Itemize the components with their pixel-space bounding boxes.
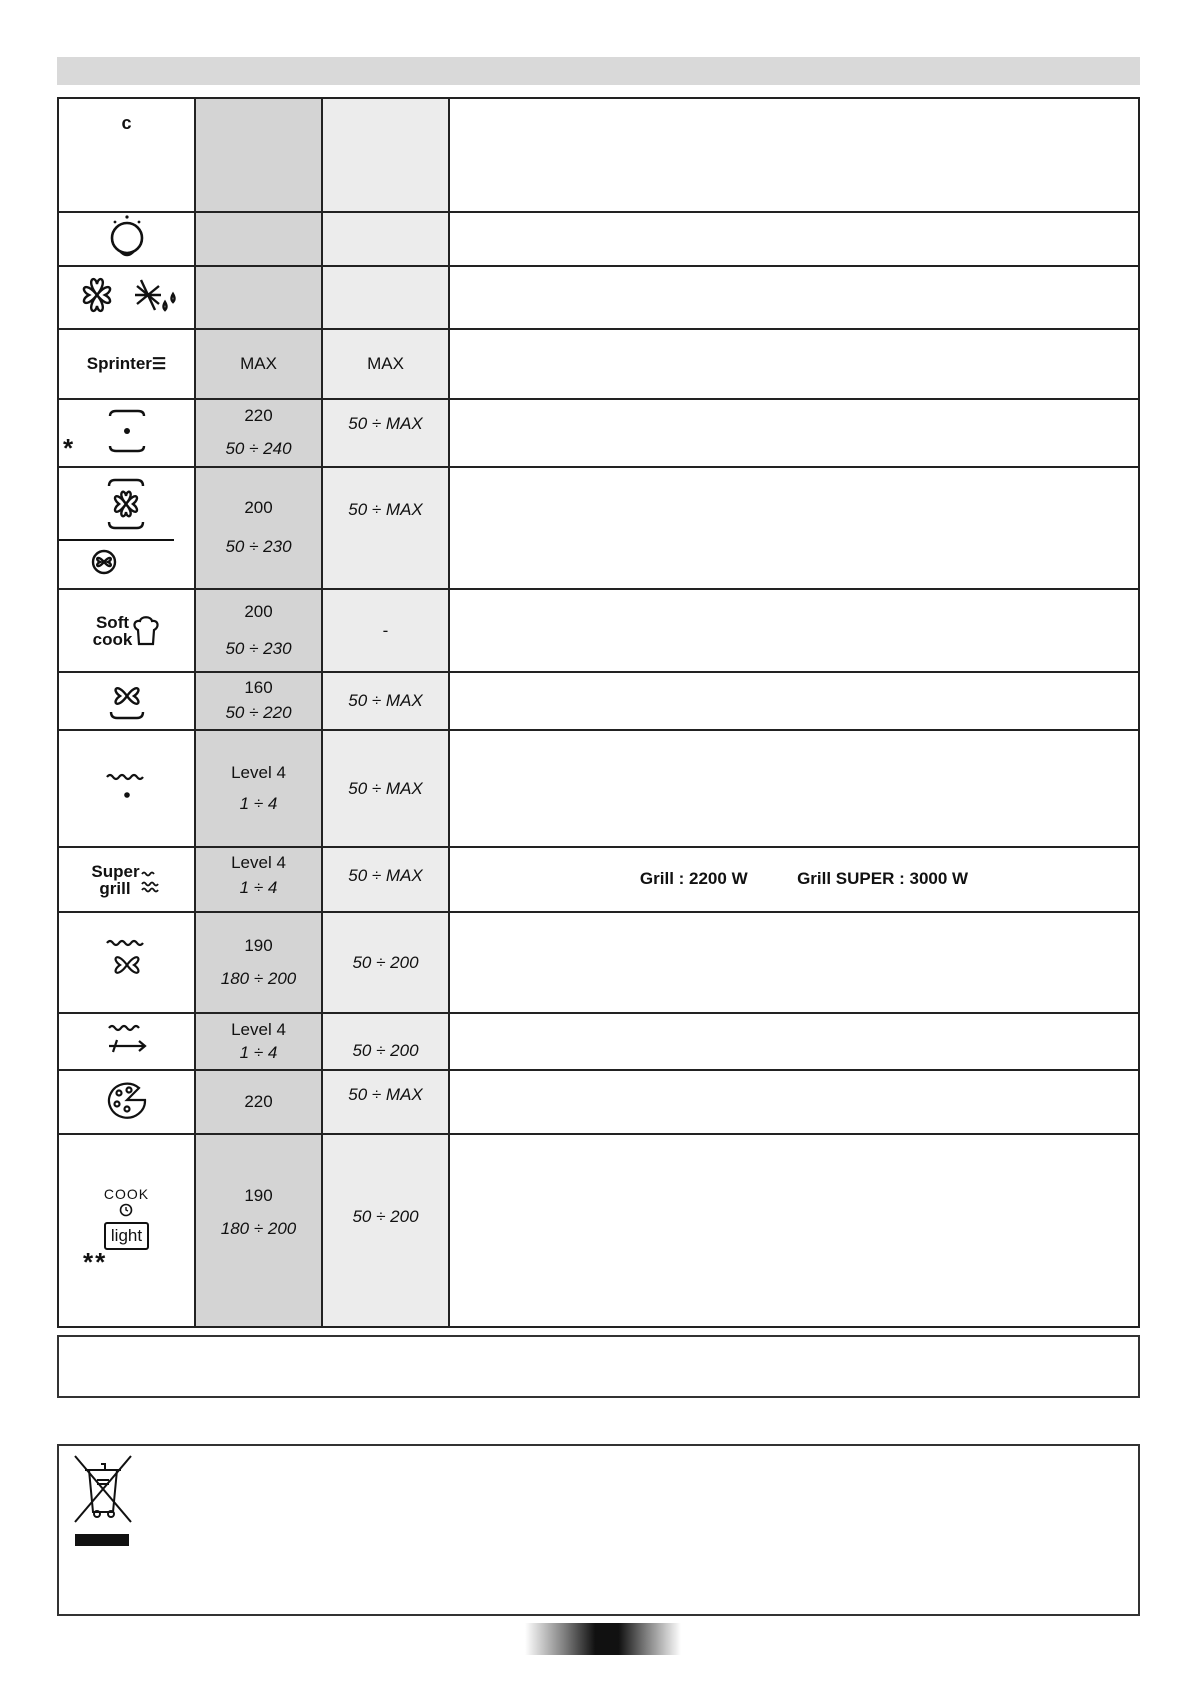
default-temp-header xyxy=(195,98,322,212)
microwave-cell: 50 ÷ MAX xyxy=(322,730,449,847)
default-temp-cell: 200 50 ÷ 230 xyxy=(195,467,322,589)
cook-light-icon: COOK light ** xyxy=(58,1134,195,1327)
default-temp-cell: 200 50 ÷ 230 xyxy=(195,589,322,672)
footnote-star: * xyxy=(63,433,74,463)
microwave-cell: 50 ÷ MAX xyxy=(322,847,449,912)
description-cell xyxy=(449,912,1139,1013)
microwave-cell: 50 ÷ MAX xyxy=(322,467,449,589)
super-grill-icon: Super grill xyxy=(58,847,195,912)
microwave-cell xyxy=(322,212,449,266)
description-cell xyxy=(449,672,1139,730)
microwave-cell xyxy=(322,266,449,329)
section-header-bar xyxy=(57,57,1140,85)
description-cell xyxy=(449,589,1139,672)
table-row xyxy=(58,266,1139,329)
table-row xyxy=(58,329,1139,399)
table-row xyxy=(58,399,1139,467)
description-header xyxy=(449,98,1139,212)
microwave-cell: 50 ÷ MAX xyxy=(322,672,449,730)
function-symbol-header: c xyxy=(58,98,195,212)
default-temp-cell: 220 50 ÷ 240 xyxy=(195,399,322,467)
table-header-row xyxy=(58,98,1139,212)
pizza-icon xyxy=(58,1070,195,1134)
oven-lamp-icon xyxy=(58,212,195,266)
page-number-bar xyxy=(525,1623,681,1655)
note-box xyxy=(57,1335,1140,1398)
table-row xyxy=(58,912,1139,1013)
microwave-cell: 50 ÷ MAX xyxy=(322,399,449,467)
default-temp-cell: Level 4 1 ÷ 4 xyxy=(195,847,322,912)
oven-functions-table xyxy=(57,97,1140,1328)
description-cell xyxy=(449,399,1139,467)
description-cell xyxy=(449,1013,1139,1070)
weee-disposal-box xyxy=(57,1444,1140,1616)
fan-bottom-icon xyxy=(58,672,195,730)
microwave-cell: 50 ÷ 200 xyxy=(322,1134,449,1327)
description-cell xyxy=(449,1070,1139,1134)
table-row xyxy=(58,730,1139,847)
sprinter-icon: Sprinter☰ xyxy=(58,329,195,399)
table-row xyxy=(58,467,1139,589)
default-temp-cell: Level 4 1 ÷ 4 xyxy=(195,1013,322,1070)
grill-super-power-text: Grill SUPER : 3000 W xyxy=(797,868,969,888)
default-temp-cell: Level 4 1 ÷ 4 xyxy=(195,730,322,847)
description-cell xyxy=(449,1134,1139,1327)
top-bottom-heat-icon xyxy=(58,399,195,467)
table-row xyxy=(58,212,1139,266)
wave-icon xyxy=(140,868,162,894)
table-row xyxy=(58,589,1139,672)
chef-hat-icon xyxy=(132,616,160,648)
description-cell xyxy=(449,212,1139,266)
microwave-cell: 50 ÷ MAX xyxy=(322,1070,449,1134)
description-cell xyxy=(449,730,1139,847)
timer-icon xyxy=(116,1203,136,1217)
default-temp-cell: 160 50 ÷ 220 xyxy=(195,672,322,730)
default-temp-cell: MAX xyxy=(195,329,322,399)
crossed-out-bin-icon xyxy=(71,1452,135,1552)
description-cell xyxy=(449,847,1139,912)
soft-cook-icon: Soft cook xyxy=(58,589,195,672)
sprinter-label: Sprinter xyxy=(86,354,152,373)
fan-heat-icon xyxy=(58,467,195,589)
fan-grill-icon xyxy=(58,912,195,1013)
microwave-cell: 50 ÷ 200 xyxy=(322,912,449,1013)
microwave-cell: - xyxy=(322,589,449,672)
microwave-power-header xyxy=(322,98,449,212)
grill-icon xyxy=(58,730,195,847)
default-temp-cell xyxy=(195,212,322,266)
rotisserie-icon xyxy=(58,1013,195,1070)
description-cell xyxy=(449,467,1139,589)
table-row xyxy=(58,1070,1139,1134)
microwave-cell: MAX xyxy=(322,329,449,399)
grill-power-text: Grill : 2200 W xyxy=(639,868,748,888)
description-cell xyxy=(449,329,1139,399)
table-row xyxy=(58,672,1139,730)
footnote-double-star: ** xyxy=(83,1247,108,1277)
table-row xyxy=(58,1134,1139,1327)
default-temp-cell: 190 180 ÷ 200 xyxy=(195,912,322,1013)
description-cell xyxy=(449,266,1139,329)
microwave-cell: 50 ÷ 200 xyxy=(322,1013,449,1070)
table-row xyxy=(58,847,1139,912)
default-temp-cell xyxy=(195,266,322,329)
default-temp-cell: 220 xyxy=(195,1070,322,1134)
default-temp-cell: 190 180 ÷ 200 xyxy=(195,1134,322,1327)
fan-defrost-icon xyxy=(58,266,195,329)
table-row xyxy=(58,1013,1139,1070)
